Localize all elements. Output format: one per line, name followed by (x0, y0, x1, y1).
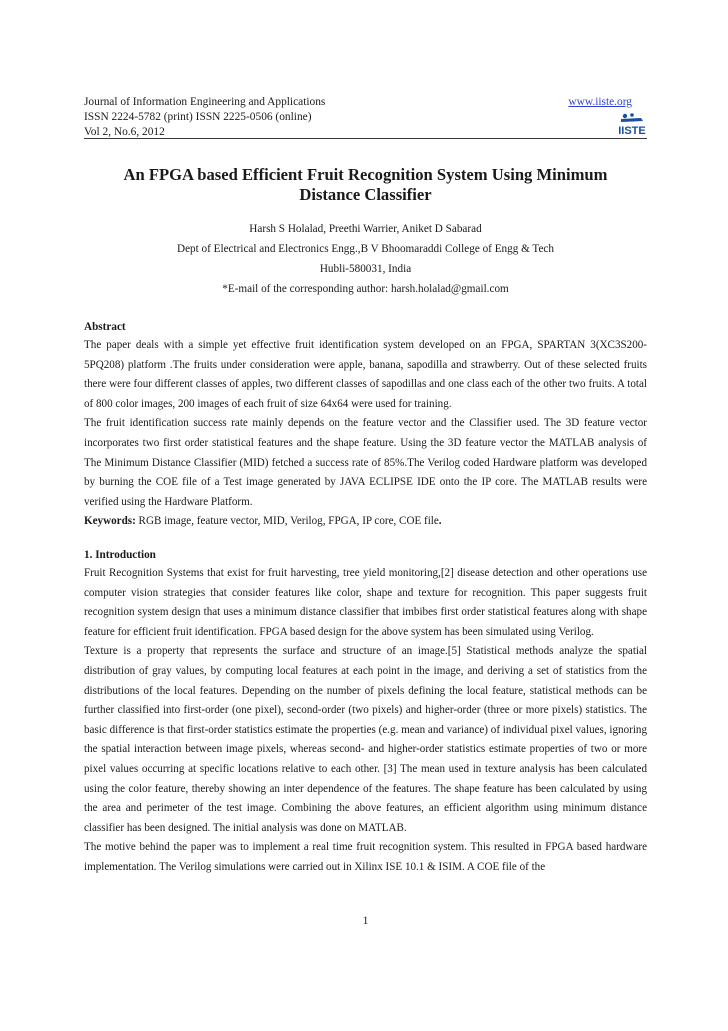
corresponding-email: *E-mail of the corresponding author: harsh.holalad@gmail.com (222, 283, 509, 295)
keywords-text: RGB image, feature vector, MID, Verilog, FPGA, IP core, COE file (135, 515, 439, 528)
keywords-label: Keywords: (84, 515, 136, 528)
abstract-paragraph-1: The paper deals with a simple yet effective fruit identification system developed on an FPGA, SPARTAN 3(XC3S200-5PQ208) platform .The fruits under consideration were apple, banana, sapodilla and strawberry. Out of these selected fruits there were four different classes of apples, two different classes of sapodillas and one class each of the other two fruits. A total of 800 color images, 200 images of each fruit of size 64x64 were used for training. (84, 339, 647, 410)
journal-url-link[interactable]: www.iiste.org (568, 96, 632, 108)
paper-title (84, 165, 647, 205)
introduction-heading: 1. Introduction (84, 549, 156, 561)
journal-header (84, 95, 647, 140)
title-line-1: An FPGA based Efficient Fruit Recognition System Using Minimum (123, 165, 608, 184)
intro-paragraph-3: The motive behind the paper was to implement a real time fruit recognition system. This resulted in FPGA based hardware implementation. The Verilog simulations were carried out in Xilinx ISE 10.1 & ISIM. A COE file of the (84, 841, 647, 873)
svg-text:IISTE: IISTE (618, 125, 646, 136)
keywords-end: . (438, 515, 442, 528)
affiliation: Dept of Electrical and Electronics Engg.,B V Bhoomaraddi College of Engg & Tech (176, 243, 554, 255)
author-list: Harsh S Holalad, Preethi Warrier, Aniket D Sabarad (249, 223, 482, 235)
issn-line: ISSN 2224-5782 (print) ISSN 2225-0506 (online) (84, 111, 312, 123)
title-line-2: Distance Classifier (299, 185, 432, 204)
intro-paragraph-1: Fruit Recognition Systems that exist for fruit harvesting, tree yield monitoring,[2] disease detection and other operations use computer vision strategies that consider features like color, shape and texture for recognition. This paper suggests fruit recognition system design that uses a minimum distance classifier that imbibes first order statistical features along with shape feature for efficient fruit identification. FPGA based design for the above system has been simulated using Verilog. (84, 567, 647, 638)
page-number: 1 (362, 915, 369, 927)
volume-line: Vol 2, No.6, 2012 (84, 126, 165, 138)
introduction-body (84, 564, 647, 878)
abstract-paragraph-2: The fruit identification success rate mainly depends on the feature vector and the Classifier used. The 3D feature vector incorporates two first order statistical features and the shape feature. Using the 3D feature vector the MATLAB analysis of The Minimum Distance Classifier (MID) fetched a success rate of 85%.The Verilog coded Hardware platform was developed by burning the COE file of a Test image generated by JAVA ECLIPSE IDE onto the IP core. The MATLAB results were verified using the Hardware Platform. (84, 417, 647, 508)
abstract-heading: Abstract (84, 321, 126, 333)
journal-name: Journal of Information Engineering and Applications (84, 96, 326, 108)
header-divider (84, 138, 647, 139)
abstract-body (84, 336, 647, 532)
location: Hubli-580031, India (319, 263, 412, 275)
iiste-logo (617, 112, 647, 136)
intro-paragraph-2: Texture is a property that represents the surface and structure of an image.[5] Statistical methods analyze the spatial distribution of gray values, by computing local features at each point in the image, and deriving a set of statistics from the distributions of the local features. Depending on the number of pixels defining the local feature, statistical methods can be further classified into first-order (one pixel), second-order (two pixels) and higher-order (three or more pixels) statistics. The basic difference is that first-order statistics estimate the properties (e.g. mean and variance) of individual pixel values, ignoring the spatial interaction between image pixels, whereas second- and higher-order statistics estimate properties of two or more pixel values occurring at specific locations relative to each other. [3] The mean used in texture analysis has been calculated using the color feature, thereby showing an inter dependence of the features. The shape feature has been calculated by using the area and perimeter of the test image. Combining the above features, an efficient algorithm using minimum distance classifier has been designed. The initial analysis was done on MATLAB. (84, 645, 647, 834)
keywords-line (84, 512, 647, 532)
